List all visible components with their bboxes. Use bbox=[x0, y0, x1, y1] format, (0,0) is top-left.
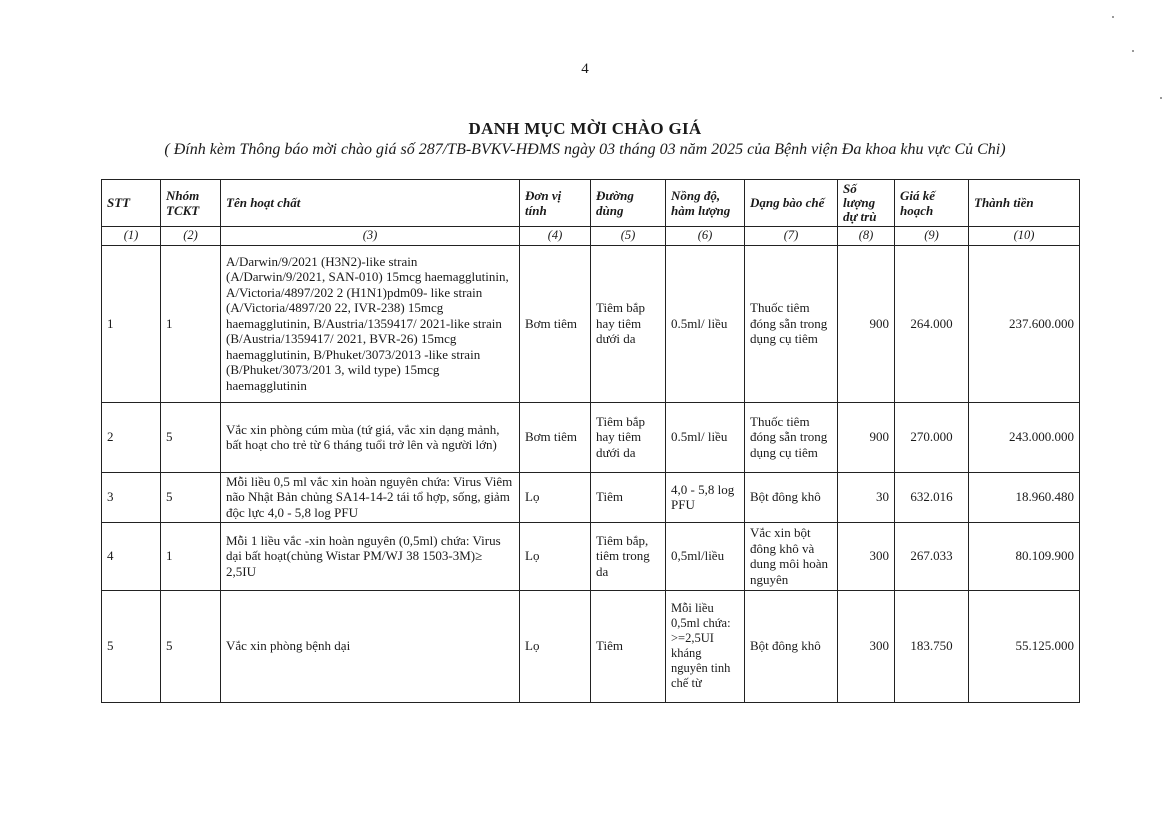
scan-speck bbox=[1160, 97, 1162, 99]
index-cell: (4) bbox=[520, 227, 591, 246]
index-cell: (7) bbox=[745, 227, 838, 246]
cell-stt: 2 bbox=[102, 402, 161, 472]
cell-stt: 3 bbox=[102, 472, 161, 522]
cell-ten: Mỗi liều 0,5 ml vắc xin hoàn nguyên chứa: Virus Viêm não Nhật Bản chủng SA14-14-2 tái tổ hợp, sống, giảm độc lực 4,0 - 5,8 log PFU bbox=[221, 472, 520, 522]
cell-nhom: 1 bbox=[161, 522, 221, 590]
table-row bbox=[102, 590, 1080, 702]
cell-don-vi: Lọ bbox=[520, 590, 591, 702]
index-cell: (10) bbox=[969, 227, 1080, 246]
cell-dang-bao-che: Vắc xin bột đông khô và dung môi hoàn nguyên bbox=[745, 522, 838, 590]
index-cell: (3) bbox=[221, 227, 520, 246]
cell-so-luong: 300 bbox=[838, 522, 895, 590]
cell-ten: Vắc xin phòng cúm mùa (tứ giá, vắc xin dạng mảnh, bất hoạt cho trẻ từ 6 tháng tuổi trở lên và người lớn) bbox=[221, 402, 520, 472]
cell-dang-bao-che: Bột đông khô bbox=[745, 590, 838, 702]
cell-ten: Vắc xin phòng bệnh dại bbox=[221, 590, 520, 702]
cell-don-vi: Bơm tiêm bbox=[520, 402, 591, 472]
scan-speck bbox=[1132, 50, 1134, 52]
cell-dang-bao-che: Thuốc tiêm đóng sẵn trong dụng cụ tiêm bbox=[745, 245, 838, 402]
cell-nhom: 5 bbox=[161, 402, 221, 472]
header-stt: STT bbox=[102, 180, 161, 227]
cell-gia: 267.033 bbox=[895, 522, 969, 590]
cell-thanh-tien: 18.960.480 bbox=[969, 472, 1080, 522]
header-nhom: Nhóm TCKT bbox=[161, 180, 221, 227]
header-ten: Tên hoạt chất bbox=[221, 180, 520, 227]
index-row bbox=[102, 227, 1080, 246]
table-row bbox=[102, 402, 1080, 472]
cell-stt: 1 bbox=[102, 245, 161, 402]
index-cell: (8) bbox=[838, 227, 895, 246]
cell-nhom: 5 bbox=[161, 590, 221, 702]
cell-gia: 270.000 bbox=[895, 402, 969, 472]
index-cell: (9) bbox=[895, 227, 969, 246]
cell-nong-do: 0.5ml/ liều bbox=[666, 245, 745, 402]
cell-so-luong: 300 bbox=[838, 590, 895, 702]
cell-nong-do: Mỗi liều 0,5ml chứa: >=2,5UI kháng nguyên tinh chế từ bbox=[666, 590, 745, 702]
header-thanh-tien: Thành tiền bbox=[969, 180, 1080, 227]
price-quote-table bbox=[101, 179, 1080, 703]
cell-dang-bao-che: Thuốc tiêm đóng sẵn trong dụng cụ tiêm bbox=[745, 402, 838, 472]
cell-so-luong: 900 bbox=[838, 245, 895, 402]
cell-nhom: 1 bbox=[161, 245, 221, 402]
cell-nhom: 5 bbox=[161, 472, 221, 522]
index-cell: (5) bbox=[591, 227, 666, 246]
cell-duong-dung: Tiêm bbox=[591, 472, 666, 522]
cell-so-luong: 30 bbox=[838, 472, 895, 522]
table-row bbox=[102, 245, 1080, 402]
index-cell: (2) bbox=[161, 227, 221, 246]
header-dang-bao-che: Dạng bào chế bbox=[745, 180, 838, 227]
header-row bbox=[102, 180, 1080, 227]
header-gia: Giá kế hoạch bbox=[895, 180, 969, 227]
cell-nong-do: 0.5ml/ liều bbox=[666, 402, 745, 472]
header-duong-dung: Đường dùng bbox=[591, 180, 666, 227]
cell-thanh-tien: 237.600.000 bbox=[969, 245, 1080, 402]
cell-thanh-tien: 80.109.900 bbox=[969, 522, 1080, 590]
header-nong-do: Nồng độ, hàm lượng bbox=[666, 180, 745, 227]
cell-gia: 183.750 bbox=[895, 590, 969, 702]
cell-stt: 4 bbox=[102, 522, 161, 590]
index-cell: (6) bbox=[666, 227, 745, 246]
cell-gia: 632.016 bbox=[895, 472, 969, 522]
cell-dang-bao-che: Bột đông khô bbox=[745, 472, 838, 522]
table-row bbox=[102, 522, 1080, 590]
cell-thanh-tien: 55.125.000 bbox=[969, 590, 1080, 702]
cell-duong-dung: Tiêm bắp, tiêm trong da bbox=[591, 522, 666, 590]
cell-duong-dung: Tiêm bbox=[591, 590, 666, 702]
cell-nong-do: 4,0 - 5,8 log PFU bbox=[666, 472, 745, 522]
page-number: 4 bbox=[581, 61, 589, 77]
header-don-vi: Đơn vị tính bbox=[520, 180, 591, 227]
cell-thanh-tien: 243.000.000 bbox=[969, 402, 1080, 472]
cell-don-vi: Lọ bbox=[520, 522, 591, 590]
index-cell: (1) bbox=[102, 227, 161, 246]
cell-stt: 5 bbox=[102, 590, 161, 702]
document-title: DANH MỤC MỜI CHÀO GIÁ bbox=[468, 119, 702, 138]
cell-gia: 264.000 bbox=[895, 245, 969, 402]
table-row bbox=[102, 472, 1080, 522]
header-so-luong: Số lượng dự trù bbox=[838, 180, 895, 227]
cell-so-luong: 900 bbox=[838, 402, 895, 472]
scan-speck bbox=[1112, 16, 1114, 18]
document-subtitle: ( Đính kèm Thông báo mời chào giá số 287/TB-BVKV-HĐMS ngày 03 tháng 03 năm 2025 của Bệnh viện Đa khoa khu vực Củ Chi) bbox=[164, 141, 1006, 158]
cell-duong-dung: Tiêm bắp hay tiêm dưới da bbox=[591, 245, 666, 402]
cell-ten: A/Darwin/9/2021 (H3N2)-like strain (A/Darwin/9/2021, SAN-010) 15mcg haemagglutinin, A/Victoria/4897/202 2 (H1N1)pdm09- like strain (A/Victoria/4897/20 22, IVR-238) 15mcg haemagglutinin, B/Austria/1359417/ 2021-like strain (B/Austria/1359417/ 2021, BVR-26) 15mcg haemagglutinin, B/Phuket/3073/2013 -like strain (B/Phuket/3073/201 3, wild type) 15mcg haemagglutinin bbox=[221, 245, 520, 402]
cell-don-vi: Bơm tiêm bbox=[520, 245, 591, 402]
cell-ten: Mỗi 1 liều vắc -xin hoàn nguyên (0,5ml) chứa: Virus dại bất hoạt(chủng Wistar PM/WJ 38 1503-3M)≥ 2,5IU bbox=[221, 522, 520, 590]
cell-duong-dung: Tiêm bắp hay tiêm dưới da bbox=[591, 402, 666, 472]
cell-don-vi: Lọ bbox=[520, 472, 591, 522]
cell-nong-do: 0,5ml/liều bbox=[666, 522, 745, 590]
